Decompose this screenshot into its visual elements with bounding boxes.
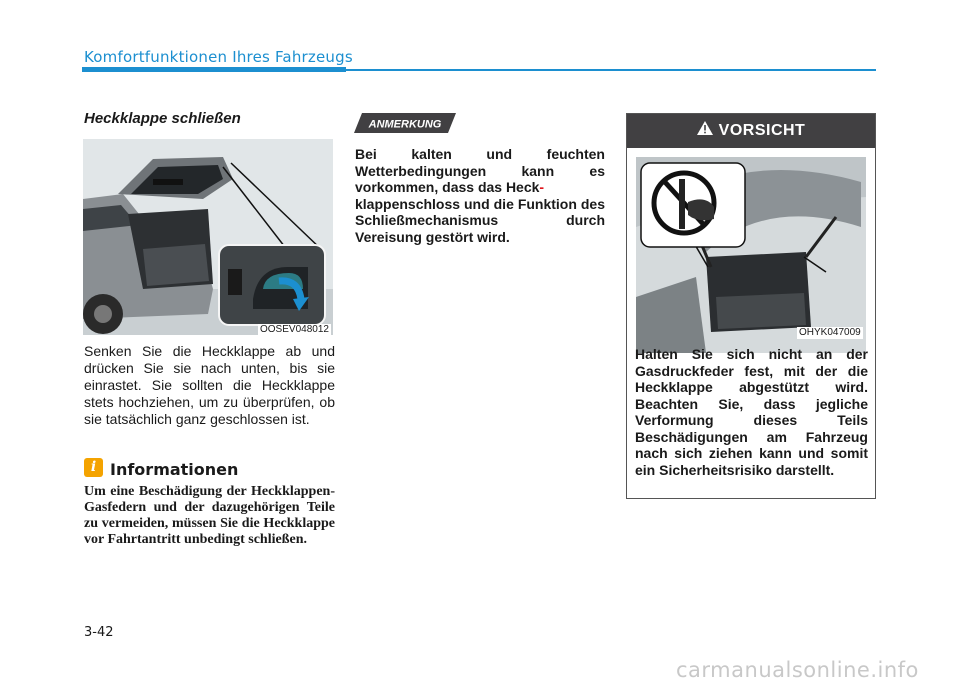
header-rule: [346, 69, 876, 71]
watermark: carmanualsonline.info: [676, 658, 919, 682]
note-text: [355, 146, 605, 245]
gas-spring-illustration: [636, 157, 866, 353]
section-title: Heckklappe schließen: [84, 110, 241, 127]
info-text: Um eine Beschädigung der Heckklappen-Gasfedern und der dazugehörigen Teile zu vermeiden, müssen Sie die Heckklappe vor Fahrtantritt unbedingt schließen.: [84, 484, 335, 547]
caution-box: [626, 113, 876, 499]
page-number: 3-42: [84, 625, 114, 640]
gas-spring-photo: [636, 157, 866, 353]
caution-title: VORSICHT: [718, 122, 806, 140]
note-badge-label: ANMERKUNG: [368, 118, 442, 131]
figure-caption-left: OOSEV048012: [260, 324, 329, 335]
body-paragraph: Senken Sie die Heckklappe ab und drücken Sie sie nach unten, bis sie einrastet. Sie sollten die Heckklappe stets hochziehen, um zu überprüfen, ob sie tatsächlich ganz geschlossen ist.: [84, 343, 335, 427]
header-rule-accent: [82, 67, 346, 72]
info-title: Informationen: [110, 460, 239, 479]
note-text-part2: klappenschloss und die Funktion des Schließmechanismus durch Vereisung gestört wird.: [355, 195, 605, 245]
chapter-title: Komfortfunktionen Ihres Fahrzeugs: [84, 48, 353, 66]
note-hyphen: -: [539, 179, 545, 195]
caution-header: [627, 114, 875, 148]
caution-text: Halten Sie sich nicht an der Gasdruckfeder fest, mit der die Heckklappe abgestützt wird. Beachten Sie, dass jegliche Verformung dieses Teils Beschädigungen am Fahrzeug nach sich ziehen kann und somit ein Sicherheitsrisiko darstellt.: [635, 346, 868, 478]
note-badge: [354, 113, 456, 133]
info-icon: i: [84, 458, 103, 477]
note-text-part1: Bei kalten und feuchten Wetterbedingungen kann es vorkommen, dass das Heck: [355, 146, 605, 195]
tailgate-closing-illustration: [83, 139, 333, 335]
warning-icon: [697, 114, 713, 148]
tailgate-photo: [83, 139, 333, 335]
figure-caption-caution: OHYK047009: [799, 327, 861, 338]
